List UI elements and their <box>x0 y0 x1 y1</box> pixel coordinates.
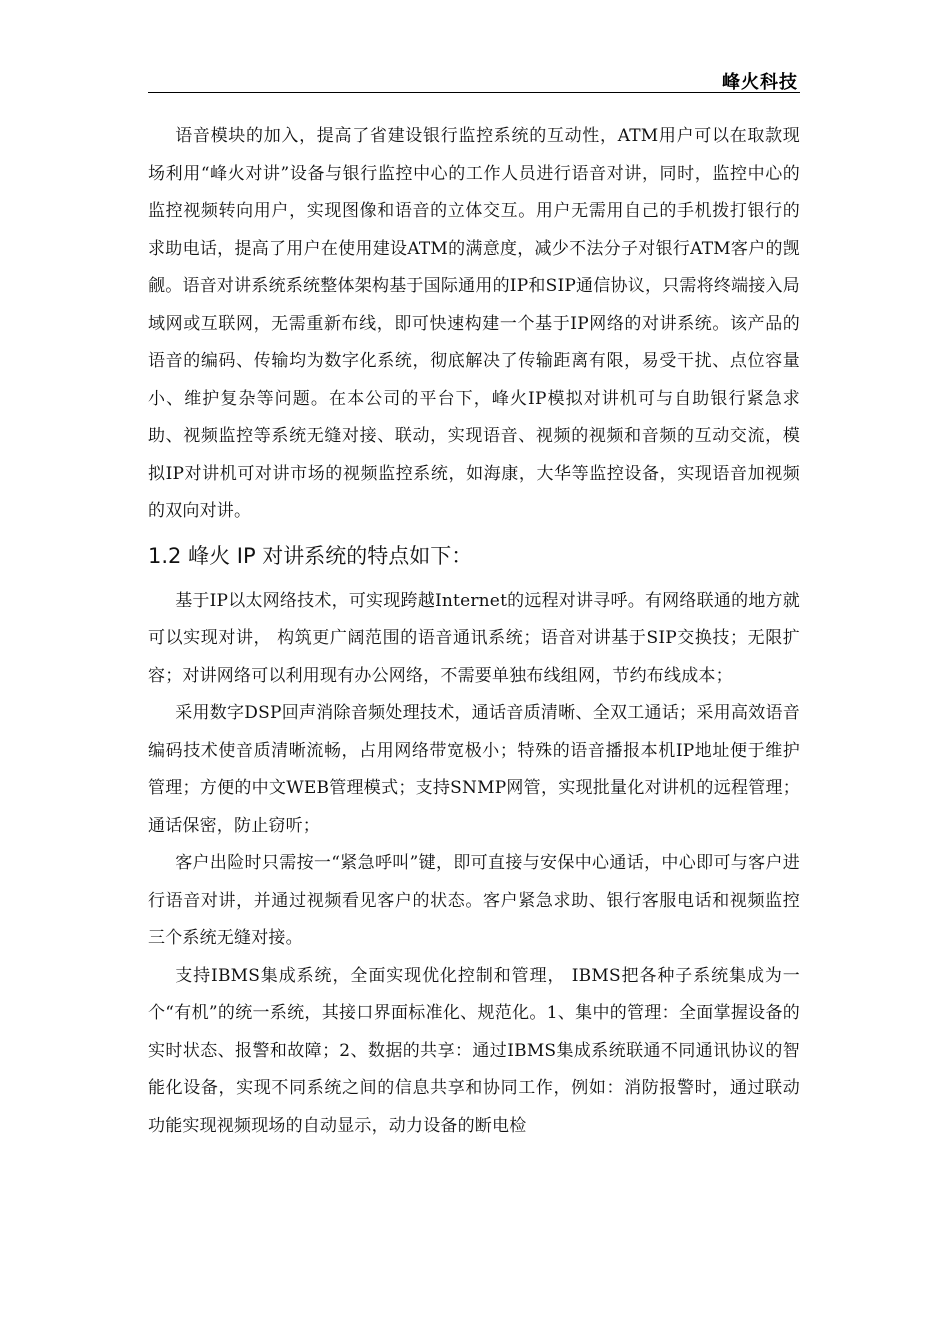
feature-paragraph-ibms: 支持IBMS集成系统，全面实现优化控制和管理， IBMS把各种子系统集成为一个“有机”的统一系统，其接口界面标准化、规范化。1、集中的管理：全面掌握设备的实时状态、报警和故障；2、数据的共享：通过IBMS集成系统联通不同通讯协议的智能化设备，实现不同系统之间的信息共享和协同工作，例如：消防报警时，通过联动功能实现视频现场的自动显示，动力设备的断电检 <box>148 965 800 1136</box>
feature-paragraph-ip-network: 基于IP以太网络技术，可实现跨越Internet的远程对讲寻呼。有网络联通的地方就可以实现对讲， 构筑更广阔范围的语音通讯系统；语音对讲基于SIP交换技；无限扩容；对讲网络可以利用现有办公网络，不需要单独布线组网，节约布线成本； <box>148 590 800 686</box>
header-company-name: 峰火科技 <box>722 72 798 93</box>
feature-paragraph-emergency-call: 客户出险时只需按一“紧急呼叫”键，即可直接与安保中心通话，中心即可与客户进行语音对讲，并通过视频看见客户的状态。客户紧急求助、银行客服电话和视频监控三个系统无缝对接。 <box>148 853 800 948</box>
section-heading: 1.2 峰火 IP 对讲系统的特点如下： <box>148 543 473 568</box>
document-body <box>148 118 800 1145</box>
page-header <box>148 60 800 93</box>
feature-paragraph-dsp-audio: 采用数字DSP回声消除音频处理技术，通话音质清晰、全双工通话；采用高效语音编码技术使音质清晰流畅，占用网络带宽极小；特殊的语音播报本机IP地址便于维护管理；方便的中文WEB管理模式；支持SNMP网管，实现批量化对讲机的远程管理；通话保密，防止窃听； <box>148 703 800 836</box>
intro-paragraph: 语音模块的加入，提高了省建设银行监控系统的互动性，ATM用户可以在取款现场利用“峰火对讲”设备与银行监控中心的工作人员进行语音对讲，同时，监控中心的监控视频转向用户，实现图像和语音的立体交互。用户无需用自己的手机拨打银行的求助电话，提高了用户在使用建设ATM的满意度，减少不法分子对银行ATM客户的觊觎。语音对讲系统系统整体架构基于国际通用的IP和SIP通信协议，只需将终端接入局域网或互联网，无需重新布线，即可快速构建一个基于IP网络的对讲系统。该产品的语音的编码、传输均为数字化系统，彻底解决了传输距离有限，易受干扰、点位容量小、维护复杂等问题。在本公司的平台下，峰火IP模拟对讲机可与自助银行紧急求助、视频监控等系统无缝对接、联动，实现语音、视频的视频和音频的互动交流，模拟IP对讲机可对讲市场的视频监控系统，如海康，大华等监控设备，实现语音加视频的双向对讲。 <box>148 126 800 521</box>
